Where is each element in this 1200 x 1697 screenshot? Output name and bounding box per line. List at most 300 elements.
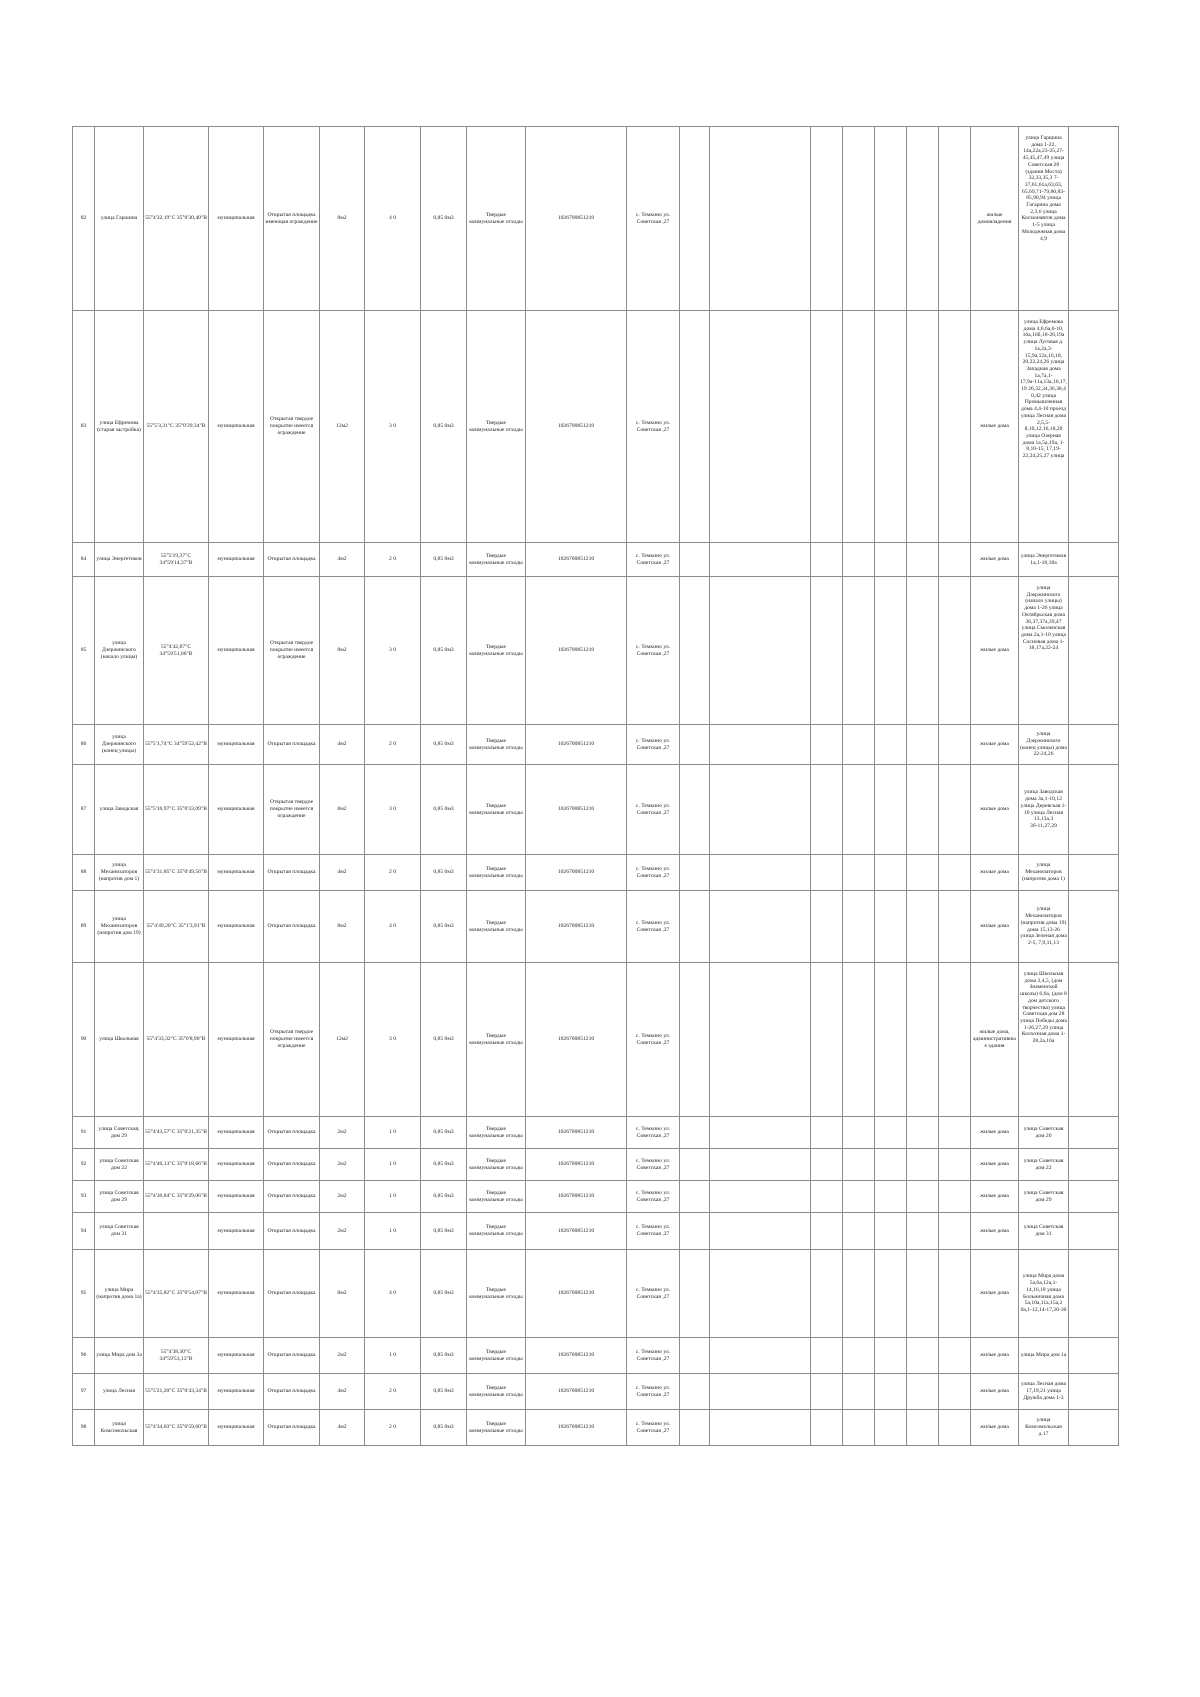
street-cell: улица Комсомольская <box>95 1410 144 1446</box>
coordinates-cell: 55°4'33,32"С 35°0'8,90"В <box>144 963 209 1117</box>
ownership-cell: муниципальная <box>209 1410 264 1446</box>
waste-type-cell: Твердые коммунальные отходы <box>467 1374 526 1410</box>
row-number: 85 <box>73 577 95 725</box>
waste-type-cell: Твердые коммунальные отходы <box>467 1149 526 1181</box>
container-volume-cell: 0,85 0м3 <box>421 127 467 311</box>
coordinates-cell: 55°4'36,84"С 35°0'29,06"В <box>144 1181 209 1213</box>
row-number: 96 <box>73 1338 95 1374</box>
street-cell: улица Энергетиков <box>95 543 144 577</box>
empty-cell <box>939 1338 971 1374</box>
source-type-cell: жилые дома <box>971 1117 1019 1149</box>
empty-cell <box>875 725 907 765</box>
site-type-cell: Открытая площадка <box>264 1338 320 1374</box>
empty-cell <box>811 1338 843 1374</box>
empty-cell <box>1069 1374 1119 1410</box>
empty-cell <box>680 311 710 543</box>
ownership-cell: муниципальная <box>209 577 264 725</box>
row-number: 90 <box>73 963 95 1117</box>
area-cell: 8м2 <box>320 1250 365 1338</box>
site-type-cell: Открытая площадка <box>264 1410 320 1446</box>
ogrn-cell: 1026700851210 <box>526 543 627 577</box>
source-type-cell: жилые дома <box>971 1213 1019 1250</box>
empty-cell <box>710 543 811 577</box>
area-cell: 12м2 <box>320 963 365 1117</box>
ogrn-cell: 1026700851210 <box>526 765 627 855</box>
empty-cell <box>875 1338 907 1374</box>
source-type-cell: жилые дома <box>971 891 1019 963</box>
empty-cell <box>939 855 971 891</box>
empty-cell <box>710 1250 811 1338</box>
waste-type-cell: Твердые коммунальные отходы <box>467 1250 526 1338</box>
empty-cell <box>907 891 939 963</box>
container-count-cell: 4 0 <box>365 127 421 311</box>
operator-address-cell: с. Темкино ул. Советская ,27 <box>627 963 680 1117</box>
operator-address-cell: с. Темкино ул. Советская ,27 <box>627 1213 680 1250</box>
empty-cell <box>1069 1181 1119 1213</box>
container-volume-cell: 0,85 0м3 <box>421 1374 467 1410</box>
served-objects-cell: улица Дзержинского (конец улицы) дома 22-24,26 <box>1019 725 1069 765</box>
source-type-cell: жилые дома <box>971 1338 1019 1374</box>
source-type-cell: жилые дома <box>971 1181 1019 1213</box>
container-count-cell: 2 0 <box>365 543 421 577</box>
ownership-cell: муниципальная <box>209 1338 264 1374</box>
empty-cell <box>939 543 971 577</box>
container-volume-cell: 0,85 0м3 <box>421 1181 467 1213</box>
empty-cell <box>875 855 907 891</box>
empty-cell <box>680 1149 710 1181</box>
container-volume-cell: 0,85 0м3 <box>421 1117 467 1149</box>
row-number: 87 <box>73 765 95 855</box>
empty-cell <box>680 725 710 765</box>
empty-cell <box>710 963 811 1117</box>
operator-address-cell: с. Темкино ул. Советская ,27 <box>627 1117 680 1149</box>
empty-cell <box>710 765 811 855</box>
container-count-cell: 4 0 <box>365 891 421 963</box>
empty-cell <box>680 1410 710 1446</box>
street-cell: улица Механизаторов (напротив дом 1) <box>95 855 144 891</box>
operator-address-cell: с. Темкино ул. Советская ,27 <box>627 725 680 765</box>
empty-cell <box>907 311 939 543</box>
ogrn-cell: 1026700851210 <box>526 1149 627 1181</box>
street-cell: улица Заводская <box>95 765 144 855</box>
served-objects-cell: улица Дзержинского (начало улицы) дома 1-26 улица Октябрьская дома 36,37,37а,39,47 улица Смоленская дома 2а,1-10 улица Сосновая дома 1-18,17а,22-24 <box>1019 577 1069 725</box>
served-objects-cell: улица Мира дома 5а,6а,12а,1-14,16,18 улица Больничная дома 5а,10а,11а,15а,2 0а,1-12,14-17,20-30 <box>1019 1250 1069 1338</box>
empty-cell <box>680 765 710 855</box>
ownership-cell: муниципальная <box>209 855 264 891</box>
ownership-cell: муниципальная <box>209 1117 264 1149</box>
container-volume-cell: 0,85 0м3 <box>421 577 467 725</box>
source-type-cell: жилые дома <box>971 1149 1019 1181</box>
table-row <box>73 1374 1119 1410</box>
source-type-cell: жилые дома <box>971 577 1019 725</box>
empty-cell <box>843 1149 875 1181</box>
empty-cell <box>875 543 907 577</box>
empty-cell <box>710 127 811 311</box>
coordinates-cell: 55°4'34,03"С 35°0'59,60"В <box>144 1410 209 1446</box>
waste-type-cell: Твердые коммунальные отходы <box>467 891 526 963</box>
street-cell: улица Механизаторов (напротив дом 19) <box>95 891 144 963</box>
waste-type-cell: Твердые коммунальные отходы <box>467 1117 526 1149</box>
coordinates-cell: 55°4'42,87"С 34°59'51,06"В <box>144 577 209 725</box>
operator-address-cell: с. Темкино ул. Советская ,27 <box>627 577 680 725</box>
served-objects-cell: улица Советская дом 29 <box>1019 1181 1069 1213</box>
coordinates-cell: 55°5'3,31"С 35°0'39,34"В <box>144 311 209 543</box>
empty-cell <box>907 127 939 311</box>
coordinates-cell: 55°5'19,37"С 34°59'14,37"В <box>144 543 209 577</box>
empty-cell <box>1069 1117 1119 1149</box>
served-objects-cell: улица Энергетиков 1а,1-18,18а <box>1019 543 1069 577</box>
empty-cell <box>843 1117 875 1149</box>
table-row <box>73 543 1119 577</box>
area-cell: 2м2 <box>320 1338 365 1374</box>
empty-cell <box>939 1213 971 1250</box>
ogrn-cell: 1026700851210 <box>526 1250 627 1338</box>
container-volume-cell: 0,85 0м3 <box>421 311 467 543</box>
coordinates-cell: 55°5'16,97"С 35°0'33,09"В <box>144 765 209 855</box>
ownership-cell: муниципальная <box>209 891 264 963</box>
source-type-cell: жилые дома <box>971 765 1019 855</box>
empty-cell <box>1069 577 1119 725</box>
street-cell: улица Лесная <box>95 1374 144 1410</box>
table-row <box>73 1250 1119 1338</box>
empty-cell <box>875 963 907 1117</box>
empty-cell <box>939 1149 971 1181</box>
row-number: 92 <box>73 1149 95 1181</box>
site-type-cell: Открытая площадка <box>264 1117 320 1149</box>
empty-cell <box>710 577 811 725</box>
site-type-cell: Открытая площадка <box>264 1181 320 1213</box>
served-objects-cell: улица Лесная дома 17,19,21 улица Дружба дома 1-3 <box>1019 1374 1069 1410</box>
empty-cell <box>680 543 710 577</box>
site-type-cell: Открытая площадка <box>264 1250 320 1338</box>
container-count-cell: 1 0 <box>365 1213 421 1250</box>
empty-cell <box>907 765 939 855</box>
empty-cell <box>680 963 710 1117</box>
empty-cell <box>843 1250 875 1338</box>
empty-cell <box>811 577 843 725</box>
empty-cell <box>939 765 971 855</box>
table-row <box>73 963 1119 1117</box>
source-type-cell: жилые дома <box>971 725 1019 765</box>
empty-cell <box>875 1117 907 1149</box>
empty-cell <box>710 855 811 891</box>
area-cell: 4м2 <box>320 725 365 765</box>
empty-cell <box>875 577 907 725</box>
table-row <box>73 127 1119 311</box>
ownership-cell: муниципальная <box>209 725 264 765</box>
ownership-cell: муниципальная <box>209 963 264 1117</box>
source-type-cell: жилые дома <box>971 543 1019 577</box>
empty-cell <box>907 1250 939 1338</box>
source-type-cell: жилые дома <box>971 1374 1019 1410</box>
coordinates-cell: 55°4'31,85"С 35°0'49,56"В <box>144 855 209 891</box>
empty-cell <box>939 577 971 725</box>
row-number: 86 <box>73 725 95 765</box>
waste-type-cell: Твердые коммунальные отходы <box>467 1181 526 1213</box>
empty-cell <box>1069 1410 1119 1446</box>
empty-cell <box>1069 1213 1119 1250</box>
container-count-cell: 1 0 <box>365 1338 421 1374</box>
waste-type-cell: Твердые коммунальные отходы <box>467 1213 526 1250</box>
empty-cell <box>811 127 843 311</box>
empty-cell <box>875 1149 907 1181</box>
empty-cell <box>710 1374 811 1410</box>
served-objects-cell: улица Гаршина дома 1-22, 14а,22а,23-25,27-45,45,47,49 улица Советская 28 (здания Моста) 32,33,35,3 7-37,61,61а,63,63, 65,69,71-79,80,83-85,90,94 улица Гагарина дома 2,3,6 улица Космонавтов дома 1-5 улица Молодежная дома 4,9 <box>1019 127 1069 311</box>
empty-cell <box>939 963 971 1117</box>
empty-cell <box>843 1213 875 1250</box>
empty-cell <box>843 1181 875 1213</box>
empty-cell <box>939 127 971 311</box>
empty-cell <box>907 1117 939 1149</box>
operator-address-cell: с. Темкино ул. Советская ,27 <box>627 891 680 963</box>
served-objects-cell: улица Ефремова дома 4,6,6а,6-10, 16а,16б,18-26,19а улица Луговая д. 1а,2а,3-15,9а,12а,16,18, 20,22,24,26 улица Западная дома 1а,7а,1-17,9а-11а,13а,16,17,19 26,32,34,36,38,4 0,42 улица Промышленная дома 4,4-10 проезд улица Лесная дома 2,5,5-8,10,12,16,18,20 улица Озерная дома 1а,5а,19а, 1-8,10-15, 17,19-22,24,25,27 улица <box>1019 311 1069 543</box>
waste-sites-table <box>72 126 1119 1446</box>
empty-cell <box>811 891 843 963</box>
ownership-cell: муниципальная <box>209 1181 264 1213</box>
waste-type-cell: Твердые коммунальные отходы <box>467 1338 526 1374</box>
coordinates-cell: 55°4'49,20"С 35°1'3,91"В <box>144 891 209 963</box>
source-type-cell: жилые дома <box>971 311 1019 543</box>
table-row <box>73 1213 1119 1250</box>
empty-cell <box>710 1338 811 1374</box>
empty-cell <box>1069 855 1119 891</box>
row-number: 91 <box>73 1117 95 1149</box>
empty-cell <box>1069 891 1119 963</box>
waste-type-cell: Твердые коммунальные отходы <box>467 963 526 1117</box>
empty-cell <box>811 1374 843 1410</box>
empty-cell <box>1069 765 1119 855</box>
waste-type-cell: Твердые коммунальные отходы <box>467 577 526 725</box>
container-volume-cell: 0,85 0м3 <box>421 855 467 891</box>
site-type-cell: Открытая площадка <box>264 1149 320 1181</box>
operator-address-cell: с. Темкино ул. Советская ,27 <box>627 1374 680 1410</box>
operator-address-cell: с. Темкино ул. Советская ,27 <box>627 311 680 543</box>
operator-address-cell: с. Темкино ул. Советская ,27 <box>627 1149 680 1181</box>
empty-cell <box>710 1181 811 1213</box>
ownership-cell: муниципальная <box>209 311 264 543</box>
source-type-cell: жилые дома <box>971 855 1019 891</box>
street-cell: улица Ефремова (старая застройка) <box>95 311 144 543</box>
empty-cell <box>680 127 710 311</box>
row-number: 94 <box>73 1213 95 1250</box>
container-count-cell: 1 0 <box>365 1117 421 1149</box>
street-cell: улица Советская дом 29 <box>95 1181 144 1213</box>
waste-type-cell: Твердые коммунальные отходы <box>467 725 526 765</box>
ownership-cell: муниципальная <box>209 1250 264 1338</box>
empty-cell <box>907 577 939 725</box>
source-type-cell: жилые домовладения <box>971 127 1019 311</box>
container-count-cell: 2 0 <box>365 1410 421 1446</box>
waste-type-cell: Твердые коммунальные отходы <box>467 765 526 855</box>
empty-cell <box>811 543 843 577</box>
ownership-cell: муниципальная <box>209 765 264 855</box>
street-cell: улица Советская дом 31 <box>95 1213 144 1250</box>
container-volume-cell: 0,85 0м3 <box>421 1410 467 1446</box>
empty-cell <box>710 1213 811 1250</box>
empty-cell <box>680 1374 710 1410</box>
empty-cell <box>875 1374 907 1410</box>
ogrn-cell: 1026700851210 <box>526 1410 627 1446</box>
operator-address-cell: с. Темкино ул. Советская ,27 <box>627 543 680 577</box>
empty-cell <box>680 855 710 891</box>
empty-cell <box>680 577 710 725</box>
empty-cell <box>680 1338 710 1374</box>
empty-cell <box>843 1410 875 1446</box>
empty-cell <box>843 891 875 963</box>
empty-cell <box>875 127 907 311</box>
waste-type-cell: Твердые коммунальные отходы <box>467 1410 526 1446</box>
area-cell: 8м2 <box>320 891 365 963</box>
empty-cell <box>1069 543 1119 577</box>
served-objects-cell: улица Заводская дома 3а,1-10,12 улица Деревская 1-10 улица Лесная 13,13а,3 3б-11,27,29 <box>1019 765 1069 855</box>
table-row <box>73 1149 1119 1181</box>
street-cell: улица Мира (напротив дома 1а) <box>95 1250 144 1338</box>
coordinates-cell: 55°5'1,74"С 34°59'52,42"В <box>144 725 209 765</box>
empty-cell <box>907 1213 939 1250</box>
served-objects-cell: улица Советская дом 20 <box>1019 1117 1069 1149</box>
table-row <box>73 1410 1119 1446</box>
site-type-cell: Открытая твердое покрытие имеется ограждение <box>264 577 320 725</box>
waste-type-cell: Твердые коммунальные отходы <box>467 311 526 543</box>
empty-cell <box>710 311 811 543</box>
area-cell: 8м2 <box>320 577 365 725</box>
row-number: 88 <box>73 855 95 891</box>
site-type-cell: Открытая площадка имеющая ограждение <box>264 127 320 311</box>
container-volume-cell: 0,85 0м3 <box>421 543 467 577</box>
empty-cell <box>843 963 875 1117</box>
row-number: 83 <box>73 311 95 543</box>
container-count-cell: 3 0 <box>365 765 421 855</box>
container-count-cell: 1 0 <box>365 1149 421 1181</box>
empty-cell <box>875 1410 907 1446</box>
empty-cell <box>875 311 907 543</box>
empty-cell <box>1069 963 1119 1117</box>
container-count-cell: 3 0 <box>365 577 421 725</box>
empty-cell <box>939 1117 971 1149</box>
empty-cell <box>680 1213 710 1250</box>
row-number: 82 <box>73 127 95 311</box>
street-cell: улица Советская дом 22 <box>95 1149 144 1181</box>
table-row <box>73 855 1119 891</box>
street-cell: улица Гаршина <box>95 127 144 311</box>
area-cell: 2м2 <box>320 1213 365 1250</box>
served-objects-cell: улица Механизаторов (напротив дома 19) дома 15,13-26 улица Зеленая дома 2-5, 7,9,11,13 <box>1019 891 1069 963</box>
empty-cell <box>939 1374 971 1410</box>
empty-cell <box>680 1181 710 1213</box>
operator-address-cell: с. Темкино ул. Советская ,27 <box>627 1410 680 1446</box>
table-row <box>73 891 1119 963</box>
empty-cell <box>710 725 811 765</box>
container-count-cell: 3 0 <box>365 963 421 1117</box>
coordinates-cell: 55°5'21,20"С 35°0'43,34"В <box>144 1374 209 1410</box>
empty-cell <box>939 1181 971 1213</box>
container-count-cell: 2 0 <box>365 1374 421 1410</box>
ogrn-cell: 1026700851210 <box>526 855 627 891</box>
street-cell: улица Школьная <box>95 963 144 1117</box>
empty-cell <box>843 543 875 577</box>
empty-cell <box>843 1338 875 1374</box>
ogrn-cell: 1026700851210 <box>526 725 627 765</box>
table-row <box>73 765 1119 855</box>
waste-type-cell: Твердые коммунальные отходы <box>467 543 526 577</box>
empty-cell <box>875 891 907 963</box>
empty-cell <box>907 1338 939 1374</box>
empty-cell <box>680 1250 710 1338</box>
ownership-cell: муниципальная <box>209 1149 264 1181</box>
empty-cell <box>710 1410 811 1446</box>
empty-cell <box>843 577 875 725</box>
container-count-cell: 3 0 <box>365 311 421 543</box>
ownership-cell: муниципальная <box>209 1213 264 1250</box>
row-number: 97 <box>73 1374 95 1410</box>
empty-cell <box>843 855 875 891</box>
empty-cell <box>907 725 939 765</box>
ogrn-cell: 1026700851210 <box>526 1181 627 1213</box>
empty-cell <box>843 765 875 855</box>
table-row <box>73 725 1119 765</box>
coordinates-cell: 55°4'43,57"С 35°0'21,35"В <box>144 1117 209 1149</box>
container-count-cell: 4 0 <box>365 1250 421 1338</box>
empty-cell <box>680 891 710 963</box>
empty-cell <box>843 725 875 765</box>
empty-cell <box>939 1410 971 1446</box>
ogrn-cell: 1026700851210 <box>526 1374 627 1410</box>
site-type-cell: Открытая твердое покрытие имеется ограждение <box>264 311 320 543</box>
container-count-cell: 2 0 <box>365 855 421 891</box>
empty-cell <box>907 963 939 1117</box>
ownership-cell: муниципальная <box>209 1374 264 1410</box>
container-volume-cell: 0,85 0м3 <box>421 1149 467 1181</box>
row-number: 98 <box>73 1410 95 1446</box>
empty-cell <box>907 1149 939 1181</box>
site-type-cell: Открытая твердое покрытие имеется ограждение <box>264 765 320 855</box>
operator-address-cell: с. Темкино ул. Советская ,27 <box>627 1181 680 1213</box>
empty-cell <box>811 963 843 1117</box>
area-cell: 8м2 <box>320 765 365 855</box>
container-volume-cell: 0,85 0м3 <box>421 1213 467 1250</box>
served-objects-cell: улица Школьная дома 3,4,5, (дом Знаменской школы) 6,6а, (дом 8 дом детского творчества) улица Советская дом 28 улица Победы дома 1-26,27,29 улица Колхозная дома 1-28,2а,16а <box>1019 963 1069 1117</box>
source-type-cell: жилые дома <box>971 1410 1019 1446</box>
street-cell: улица Советская, дом 29 <box>95 1117 144 1149</box>
ownership-cell: муниципальная <box>209 127 264 311</box>
street-cell: улица Дзержинского (конец улицы) <box>95 725 144 765</box>
area-cell: 4м2 <box>320 1374 365 1410</box>
empty-cell <box>811 1213 843 1250</box>
served-objects-cell: улица Советская дом 22 <box>1019 1149 1069 1181</box>
ogrn-cell: 1026700851210 <box>526 891 627 963</box>
ogrn-cell: 1026700851210 <box>526 1213 627 1250</box>
empty-cell <box>875 1213 907 1250</box>
table-row <box>73 311 1119 543</box>
coordinates-cell: 55°4'35,82"С 35°0'54,07"В <box>144 1250 209 1338</box>
coordinates-cell: 55°4'38,30"С 34°59'53,13"В <box>144 1338 209 1374</box>
area-cell: 2м2 <box>320 1117 365 1149</box>
empty-cell <box>875 1181 907 1213</box>
empty-cell <box>811 311 843 543</box>
empty-cell <box>811 765 843 855</box>
source-type-cell: жилые дома <box>971 1250 1019 1338</box>
coordinates-cell <box>144 1213 209 1250</box>
operator-address-cell: с. Темкино ул. Советская ,27 <box>627 1338 680 1374</box>
empty-cell <box>875 765 907 855</box>
site-type-cell: Открытая площадка <box>264 543 320 577</box>
ogrn-cell: 1026700851210 <box>526 127 627 311</box>
area-cell: 4м2 <box>320 855 365 891</box>
served-objects-cell: улица Советская дом 31 <box>1019 1213 1069 1250</box>
coordinates-cell: 55°4'32,19"С 35°0'30,40"В <box>144 127 209 311</box>
empty-cell <box>1069 311 1119 543</box>
empty-cell <box>811 1149 843 1181</box>
